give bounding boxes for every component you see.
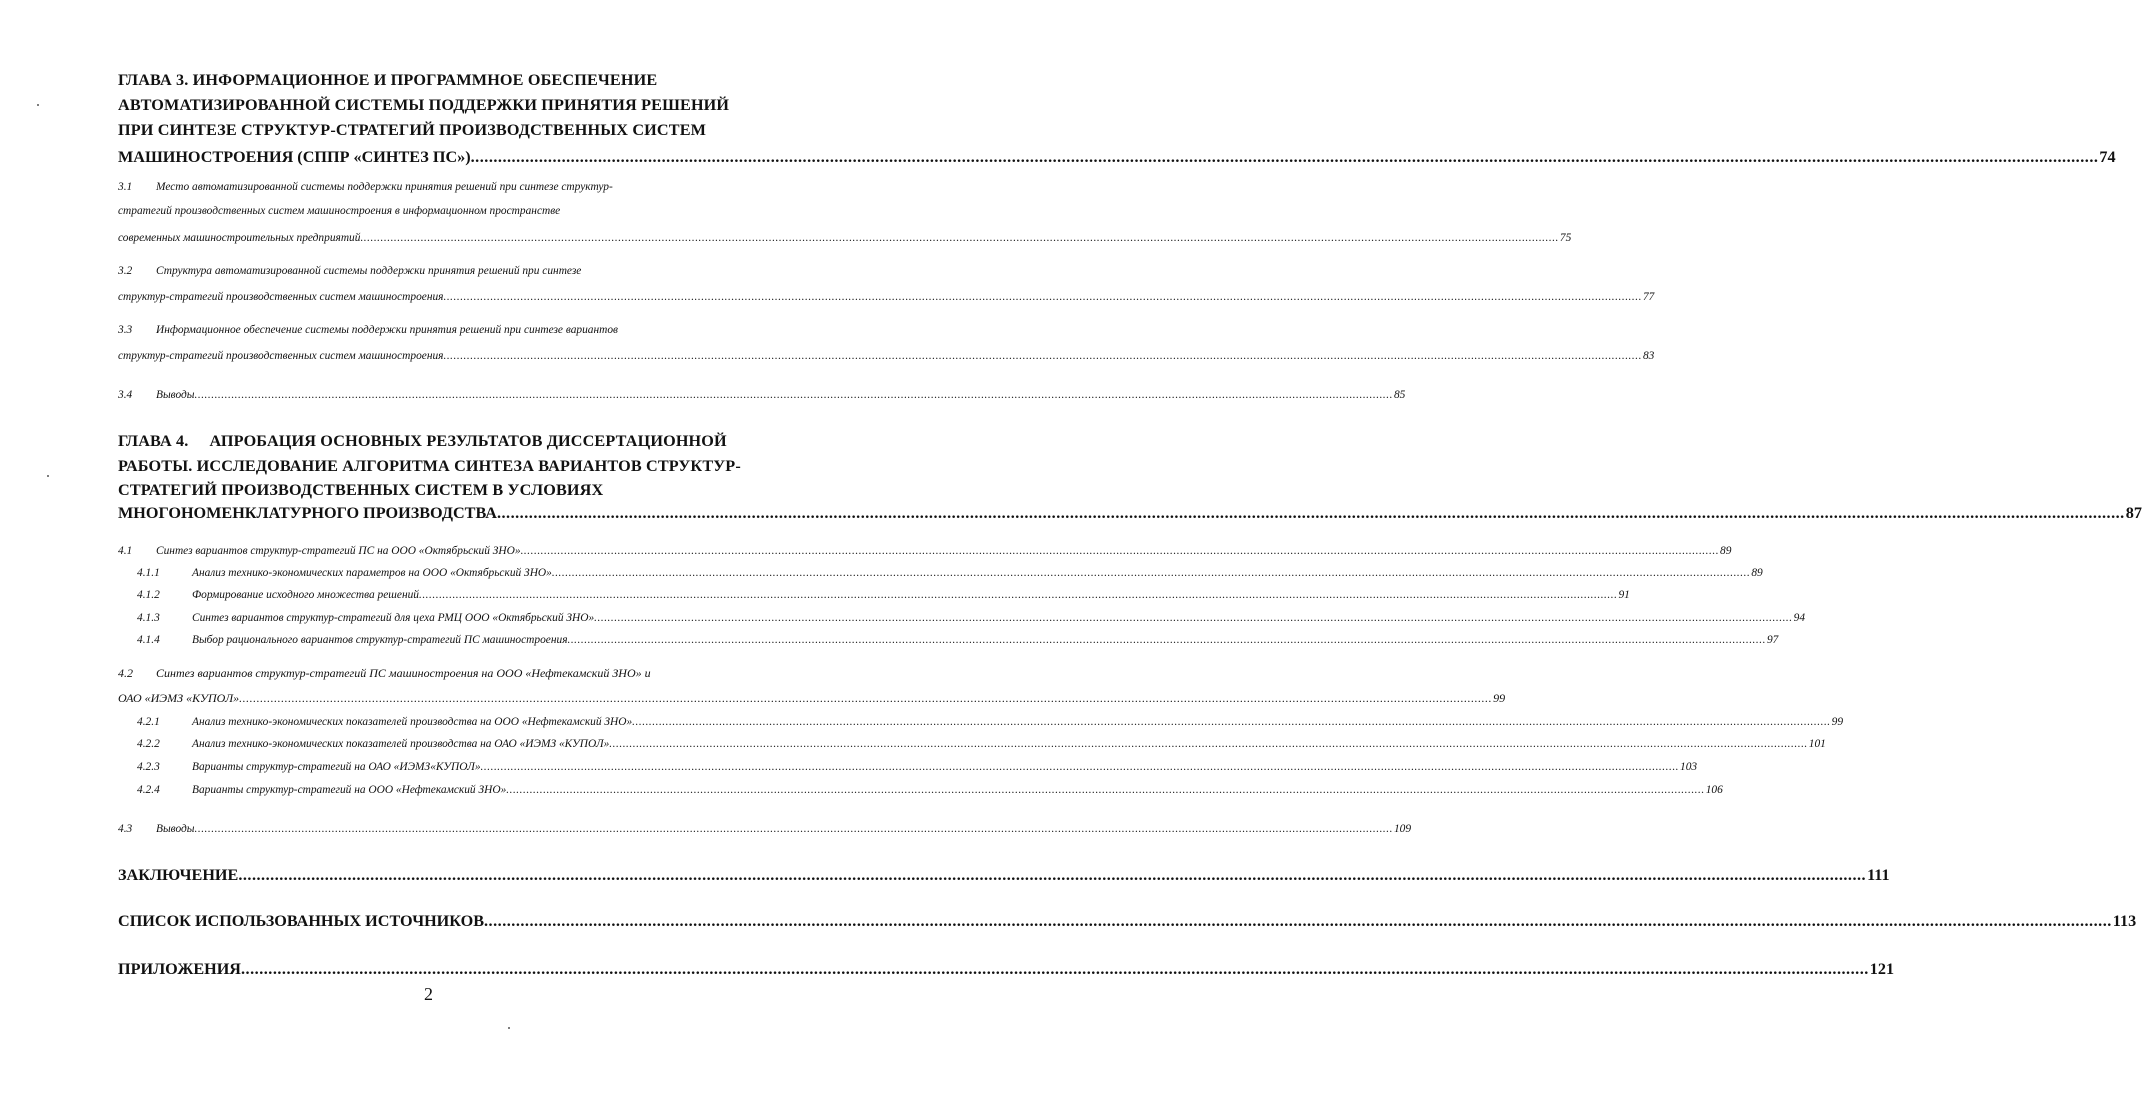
dot-leader — [632, 716, 1830, 728]
dot-leader — [609, 738, 1807, 750]
section-4-2-1-page: 99 — [1831, 716, 1844, 728]
chapter-4-title-line-2: РАБОТЫ. ИССЛЕДОВАНИЕ АЛГОРИТМА СИНТЕЗА ВАРИАНТОВ СТРУКТУР- — [118, 457, 741, 475]
scan-speck — [47, 475, 49, 477]
section-4-2-4-title: Варианты структур-стратегий на ООО «Нефтекамский ЗНО» — [192, 784, 507, 796]
section-3-4-entry[interactable] — [118, 385, 1406, 401]
section-4-1-4-page: 97 — [1766, 634, 1779, 646]
section-4-1-3-number: 4.1.3 — [137, 612, 160, 624]
section-3-4-page: 85 — [1393, 389, 1406, 401]
section-3-3-line-2: структур-стратегий производственных систем машиностроения — [118, 350, 444, 362]
conclusion-page: 111 — [1867, 866, 1890, 884]
section-4-1-page: 89 — [1720, 545, 1732, 557]
section-3-3-entry[interactable] — [118, 346, 1655, 362]
section-4-1-4-entry[interactable] — [137, 630, 1779, 646]
section-4-2-4-page: 106 — [1705, 784, 1723, 796]
dot-leader — [481, 761, 1679, 773]
dot-leader — [567, 634, 1765, 646]
chapter-3-title-line-2: АВТОМАТИЗИРОВАННОЙ СИСТЕМЫ ПОДДЕРЖКИ ПРИНЯТИЯ РЕШЕНИЙ — [118, 96, 730, 114]
section-4-2-4-number: 4.2.4 — [137, 784, 160, 796]
dot-leader — [238, 866, 1866, 885]
dot-leader — [484, 912, 2112, 931]
section-4-2-1-number: 4.2.1 — [137, 716, 160, 728]
section-3-3-page: 83 — [1642, 350, 1655, 362]
section-3-1-line-3: современных машиностроительных предприятий — [118, 232, 361, 244]
section-4-3-entry[interactable] — [118, 819, 1412, 835]
chapter-4-entry[interactable] — [118, 498, 2142, 523]
dot-leader — [419, 589, 1617, 601]
section-3-3-number: 3.3 — [118, 324, 133, 336]
section-4-3-title: Выводы — [156, 823, 195, 835]
chapter-3-title-line-1: ГЛАВА 3. ИНФОРМАЦИОННОЕ И ПРОГРАММНОЕ ОБЕСПЕЧЕНИЕ — [118, 71, 658, 89]
dot-leader — [239, 691, 1492, 706]
section-3-2-number: 3.2 — [118, 265, 133, 277]
section-4-2-2-title: Анализ технико-экономических показателей производства на ОАО «ИЭМЗ «КУПОЛ» — [192, 738, 610, 750]
section-4-2-2-page: 101 — [1808, 738, 1826, 750]
section-3-4-title: Выводы — [156, 389, 195, 401]
section-3-1-line-1: 3.1 Место автоматизированной системы поддержки принятия решений при синтезе структур- — [118, 181, 613, 193]
scan-speck — [508, 1027, 510, 1029]
section-3-1-line-2: стратегий производственных систем машиностроения в информационном пространстве — [118, 205, 561, 217]
section-4-1-3-page: 94 — [1793, 612, 1806, 624]
section-4-1-1-title: Анализ технико-экономических параметров на ООО «Октябрьский ЗНО» — [192, 567, 552, 579]
dot-leader — [552, 567, 1750, 579]
section-4-2-4-entry[interactable] — [137, 780, 1723, 796]
dot-leader — [506, 784, 1704, 796]
appendices-entry[interactable] — [118, 954, 1895, 979]
conclusion-title: ЗАКЛЮЧЕНИЕ — [118, 866, 239, 884]
dot-leader — [241, 960, 1869, 979]
chapter-4-title-line-1: ГЛАВА 4. АПРОБАЦИЯ ОСНОВНЫХ РЕЗУЛЬТАТОВ ДИССЕРТАЦИОННОЙ — [118, 432, 727, 450]
section-4-2-1-entry[interactable] — [137, 712, 1844, 728]
section-3-2-page: 77 — [1642, 291, 1655, 303]
chapter-3-title-line-3: ПРИ СИНТЕЗЕ СТРУКТУР-СТРАТЕГИЙ ПРОИЗВОДСТВЕННЫХ СИСТЕМ — [118, 121, 707, 139]
conclusion-entry[interactable] — [118, 860, 1890, 885]
section-3-2-line-1: 3.2 Структура автоматизированной системы поддержки принятия решений при синтезе — [118, 265, 582, 277]
section-3-2-entry[interactable] — [118, 287, 1655, 303]
page-number: 2 — [424, 984, 433, 1004]
section-4-2-2-number: 4.2.2 — [137, 738, 160, 750]
chapter-3-page: 74 — [2099, 148, 2116, 166]
appendices-page: 121 — [1869, 960, 1895, 978]
section-4-1-3-title: Синтез вариантов структур-стратегий для цеха РМЦ ООО «Октябрьский ЗНО» — [192, 612, 595, 624]
references-entry[interactable] — [118, 906, 2137, 931]
section-4-3-page: 109 — [1393, 823, 1412, 835]
section-3-1-entry[interactable] — [118, 228, 1572, 244]
section-4-2-3-title: Варианты структур-стратегий на ОАО «ИЭМЗ«КУПОЛ» — [192, 761, 481, 773]
dot-leader — [195, 389, 1393, 401]
section-3-3-line-1: 3.3 Информационное обеспечение системы поддержки принятия решений при синтезе вариантов — [118, 324, 619, 336]
dot-leader — [443, 350, 1641, 362]
chapter-4-title-line-4: МНОГОНОМЕНКЛАТУРНОГО ПРОИЗВОДСТВА — [118, 504, 497, 522]
chapter-4-page: 87 — [2125, 504, 2142, 522]
section-3-1-page: 75 — [1559, 232, 1572, 244]
section-3-4-number: 3.4 — [118, 389, 133, 401]
section-4-1-3-entry[interactable] — [137, 608, 1806, 624]
dot-leader — [594, 612, 1792, 624]
chapter-4-title-line-3: СТРАТЕГИЙ ПРОИЗВОДСТВЕННЫХ СИСТЕМ В УСЛОВИЯХ — [118, 481, 604, 499]
section-4-1-1-entry[interactable] — [137, 563, 1763, 579]
references-page: 113 — [2112, 912, 2137, 930]
chapter-3-entry[interactable] — [118, 142, 2116, 167]
chapter-3-title-line-4: МАШИНОСТРОЕНИЯ (СППР «СИНТЕЗ ПС») — [118, 148, 471, 166]
section-4-1-1-number: 4.1.1 — [137, 567, 160, 579]
section-4-2-1-title: Анализ технико-экономических показателей производства на ООО «Нефтекамский ЗНО» — [192, 716, 633, 728]
section-4-2-3-page: 103 — [1680, 761, 1698, 773]
scan-speck — [37, 104, 39, 106]
dot-leader — [471, 148, 2099, 167]
section-4-1-2-entry[interactable] — [137, 585, 1630, 601]
section-4-1-4-title: Выбор рационального вариантов структур-стратегий ПС машиностроения — [192, 634, 568, 646]
section-4-1-1-page: 89 — [1751, 567, 1763, 579]
section-4-2-page: 99 — [1493, 691, 1506, 705]
section-4-1-title: Синтез вариантов структур-стратегий ПС на ООО «Октябрьский ЗНО» — [156, 545, 521, 557]
dot-leader — [195, 823, 1393, 835]
section-4-2-line-1: 4.2 Синтез вариантов структур-стратегий ПС машиностроения на ООО «Нефтекамский ЗНО» и — [118, 666, 651, 680]
references-title: СПИСОК ИСПОЛЬЗОВАННЫХ ИСТОЧНИКОВ — [118, 912, 484, 930]
dot-leader — [521, 545, 1719, 557]
section-4-2-entry[interactable] — [118, 690, 1506, 706]
section-4-1-4-number: 4.1.4 — [137, 634, 160, 646]
section-4-2-2-entry[interactable] — [137, 734, 1826, 750]
dot-leader — [360, 232, 1558, 244]
dot-leader — [443, 291, 1641, 303]
section-4-1-entry[interactable] — [118, 541, 1732, 557]
section-4-1-2-number: 4.1.2 — [137, 589, 160, 601]
section-4-2-number: 4.2 — [118, 666, 133, 680]
section-4-2-3-entry[interactable] — [137, 757, 1698, 773]
section-4-2-3-number: 4.2.3 — [137, 761, 160, 773]
appendices-title: ПРИЛОЖЕНИЯ — [118, 960, 241, 978]
section-4-2-line-2: ОАО «ИЭМЗ «КУПОЛ» — [118, 691, 240, 705]
section-4-1-2-page: 91 — [1618, 589, 1630, 601]
section-3-2-line-2: структур-стратегий производственных систем машиностроения — [118, 291, 444, 303]
section-3-1-number: 3.1 — [118, 181, 133, 193]
dot-leader — [497, 504, 2125, 523]
section-4-3-number: 4.3 — [118, 823, 133, 835]
section-4-1-number: 4.1 — [118, 545, 133, 557]
section-4-1-2-title: Формирование исходного множества решений — [192, 589, 419, 601]
